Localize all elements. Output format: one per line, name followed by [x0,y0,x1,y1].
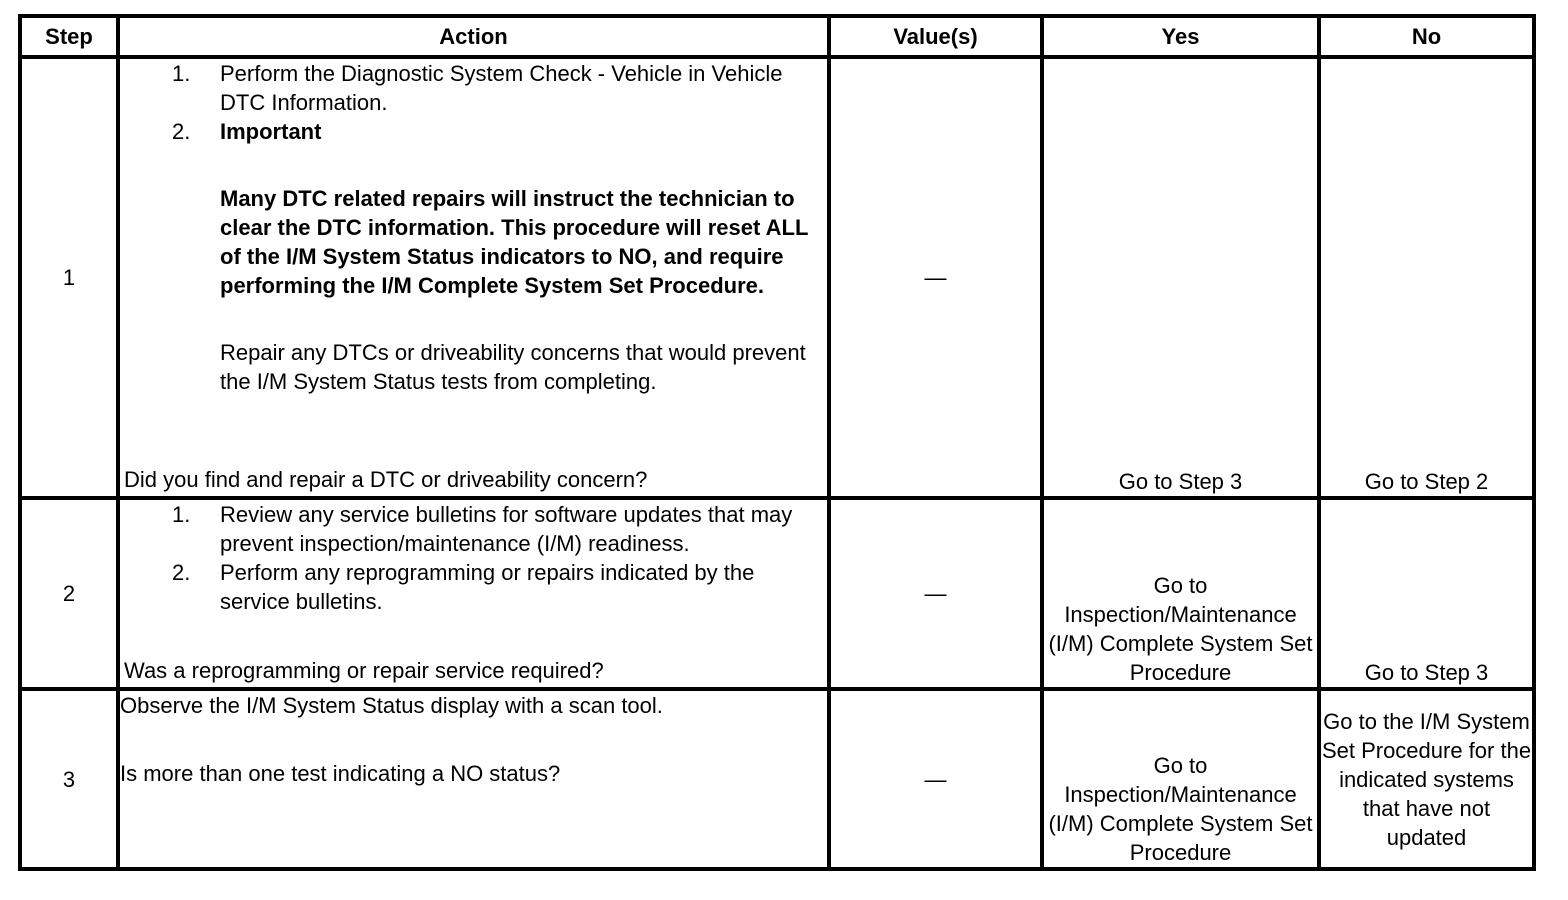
yes-link[interactable]: Go to Inspection/Maintenance (I/M) Complete System Set Procedure [1042,689,1319,869]
spacer [120,720,827,759]
header-action: Action [118,16,829,57]
no-link[interactable]: Go to Step 2 [1319,57,1534,498]
action-steps [120,59,827,396]
action-step [120,500,827,558]
action-step [120,117,827,396]
step-text: Perform any reprogramming or repairs indicated by the service bulletins. [220,560,755,614]
no-link[interactable]: Go to the I/M System Set Procedure for the indicated systems that have not updated [1319,689,1534,869]
value-cell: — [829,57,1042,498]
action-steps [120,500,827,616]
step-question: Is more than one test indicating a NO status? [120,761,561,786]
yes-link[interactable]: Go to Step 3 [1042,57,1319,498]
step-index: 1. [172,502,191,527]
diagnostic-table [18,14,1536,871]
no-link[interactable]: Go to Step 3 [1319,498,1534,689]
step-number: 1 [20,57,118,498]
step-index: 1. [172,61,191,86]
table-row [20,498,1534,689]
action-cell [118,498,829,689]
step-text: Review any service bulletins for software updates that may prevent inspection/maintenance (I/M) readiness. [220,502,793,556]
step-index: 2. [172,560,191,585]
step-number: 3 [20,689,118,869]
header-values: Value(s) [829,16,1042,57]
step-question: Was a reprogramming or repair service required? [124,658,604,683]
step-number: 2 [20,498,118,689]
action-cell [118,689,829,869]
value-cell: — [829,689,1042,869]
action-step [120,558,827,616]
action-text: Observe the I/M System Status display with a scan tool. [120,693,663,718]
header-yes: Yes [1042,16,1319,57]
header-no: No [1319,16,1534,57]
action-step [120,59,827,117]
step-text: Perform the Diagnostic System Check - Vehicle in Vehicle DTC Information. [220,61,783,115]
header-step: Step [20,16,118,57]
repair-instruction: Repair any DTCs or driveability concerns that would prevent the I/M System Status tests from completing. [220,340,806,394]
action-cell [118,57,829,498]
important-note: Many DTC related repairs will instruct the technician to clear the DTC information. This procedure will reset ALL of the I/M System Status indicators to NO, and require performing the I/M Complete System Set Procedure. [220,186,808,298]
header-row [20,16,1534,57]
table-row [20,689,1534,869]
yes-link[interactable]: Go to Inspection/Maintenance (I/M) Complete System Set Procedure [1042,498,1319,689]
step-question: Did you find and repair a DTC or driveability concern? [124,467,648,492]
important-title: Important [220,119,322,144]
value-cell: — [829,498,1042,689]
step-index: 2. [172,119,191,144]
table-row [20,57,1534,498]
